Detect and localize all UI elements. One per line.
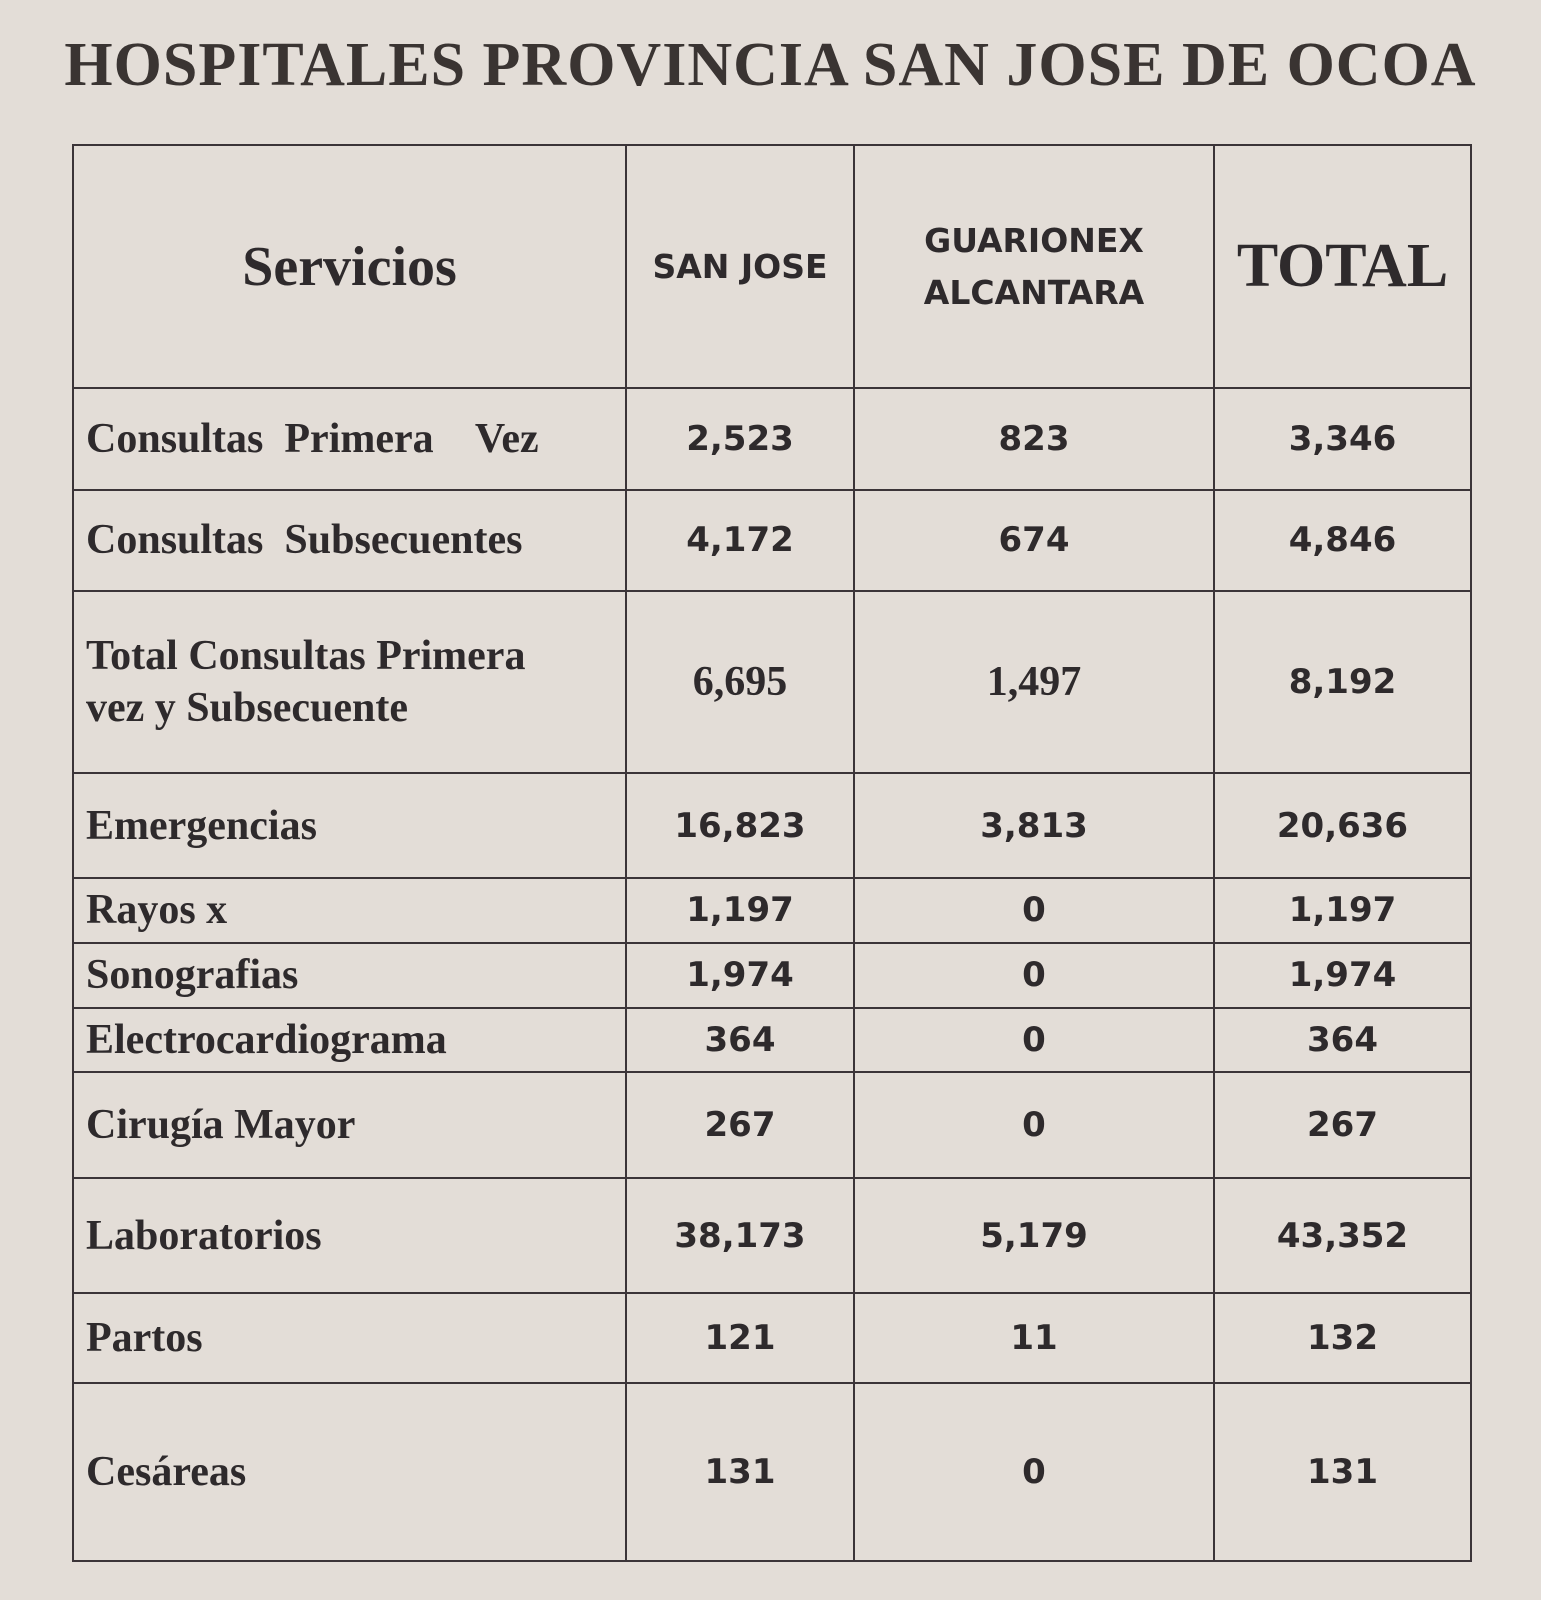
cell-total: 43,352 bbox=[1214, 1178, 1471, 1294]
cell-total: 20,636 bbox=[1214, 773, 1471, 877]
cell-san-jose: 4,172 bbox=[626, 490, 854, 591]
header-servicios: Servicios bbox=[73, 145, 626, 388]
cell-total: 4,846 bbox=[1214, 490, 1471, 591]
header-guarionex-alcantara bbox=[854, 145, 1214, 388]
row-label: Sonografias bbox=[73, 943, 626, 1008]
cell-guarionex: 674 bbox=[854, 490, 1214, 591]
cell-guarionex: 0 bbox=[854, 1008, 1214, 1073]
table-row bbox=[73, 1383, 1471, 1561]
row-label: Consultas Primera Vez bbox=[73, 388, 626, 489]
cell-guarionex: 823 bbox=[854, 388, 1214, 489]
cell-guarionex: 1,497 bbox=[854, 591, 1214, 773]
cell-san-jose: 364 bbox=[626, 1008, 854, 1073]
row-label-line2: vez y Subsecuente bbox=[86, 685, 408, 732]
cell-guarionex: 3,813 bbox=[854, 773, 1214, 877]
cell-total: 131 bbox=[1214, 1383, 1471, 1561]
header-san-jose: SAN JOSE bbox=[626, 145, 854, 388]
row-label: Electrocardiograma bbox=[73, 1008, 626, 1073]
table-row bbox=[73, 388, 1471, 489]
cell-total: 132 bbox=[1214, 1293, 1471, 1382]
table-row bbox=[73, 490, 1471, 591]
cell-san-jose: 2,523 bbox=[626, 388, 854, 489]
table-header-row bbox=[73, 145, 1471, 388]
cell-guarionex: 0 bbox=[854, 878, 1214, 943]
row-label-line1: Total Consultas Primera bbox=[86, 633, 526, 680]
cell-total: 1,197 bbox=[1214, 878, 1471, 943]
cell-guarionex: 0 bbox=[854, 1072, 1214, 1177]
row-label: Consultas Subsecuentes bbox=[73, 490, 626, 591]
cell-san-jose: 267 bbox=[626, 1072, 854, 1177]
cell-san-jose: 16,823 bbox=[626, 773, 854, 877]
cell-san-jose: 131 bbox=[626, 1383, 854, 1561]
row-label: Partos bbox=[73, 1293, 626, 1382]
table-row bbox=[73, 1072, 1471, 1177]
cell-guarionex: 0 bbox=[854, 943, 1214, 1008]
table-row bbox=[73, 591, 1471, 773]
cell-san-jose: 6,695 bbox=[626, 591, 854, 773]
row-label: Cesáreas bbox=[73, 1383, 626, 1561]
services-table bbox=[72, 144, 1472, 1562]
row-label bbox=[73, 591, 626, 773]
cell-san-jose: 1,197 bbox=[626, 878, 854, 943]
cell-guarionex: 11 bbox=[854, 1293, 1214, 1382]
header-guarionex-line1: GUARIONEX bbox=[924, 220, 1144, 260]
table-row bbox=[73, 878, 1471, 943]
header-guarionex-line2: ALCANTARA bbox=[923, 272, 1145, 312]
cell-guarionex: 5,179 bbox=[854, 1178, 1214, 1294]
cell-total: 364 bbox=[1214, 1008, 1471, 1073]
cell-total: 1,974 bbox=[1214, 943, 1471, 1008]
table-row bbox=[73, 1293, 1471, 1382]
cell-total: 267 bbox=[1214, 1072, 1471, 1177]
cell-san-jose: 1,974 bbox=[626, 943, 854, 1008]
cell-guarionex: 0 bbox=[854, 1383, 1214, 1561]
table-row bbox=[73, 1008, 1471, 1073]
table-row bbox=[73, 1178, 1471, 1294]
cell-total: 8,192 bbox=[1214, 591, 1471, 773]
cell-total: 3,346 bbox=[1214, 388, 1471, 489]
row-label: Emergencias bbox=[73, 773, 626, 877]
header-total: TOTAL bbox=[1214, 145, 1471, 388]
cell-san-jose: 121 bbox=[626, 1293, 854, 1382]
page-title: HOSPITALES PROVINCIA SAN JOSE DE OCOA bbox=[64, 31, 1477, 99]
row-label: Laboratorios bbox=[73, 1178, 626, 1294]
table-row bbox=[73, 773, 1471, 877]
row-label: Rayos x bbox=[73, 878, 626, 943]
row-label: Cirugía Mayor bbox=[73, 1072, 626, 1177]
table-row bbox=[73, 943, 1471, 1008]
cell-san-jose: 38,173 bbox=[626, 1178, 854, 1294]
